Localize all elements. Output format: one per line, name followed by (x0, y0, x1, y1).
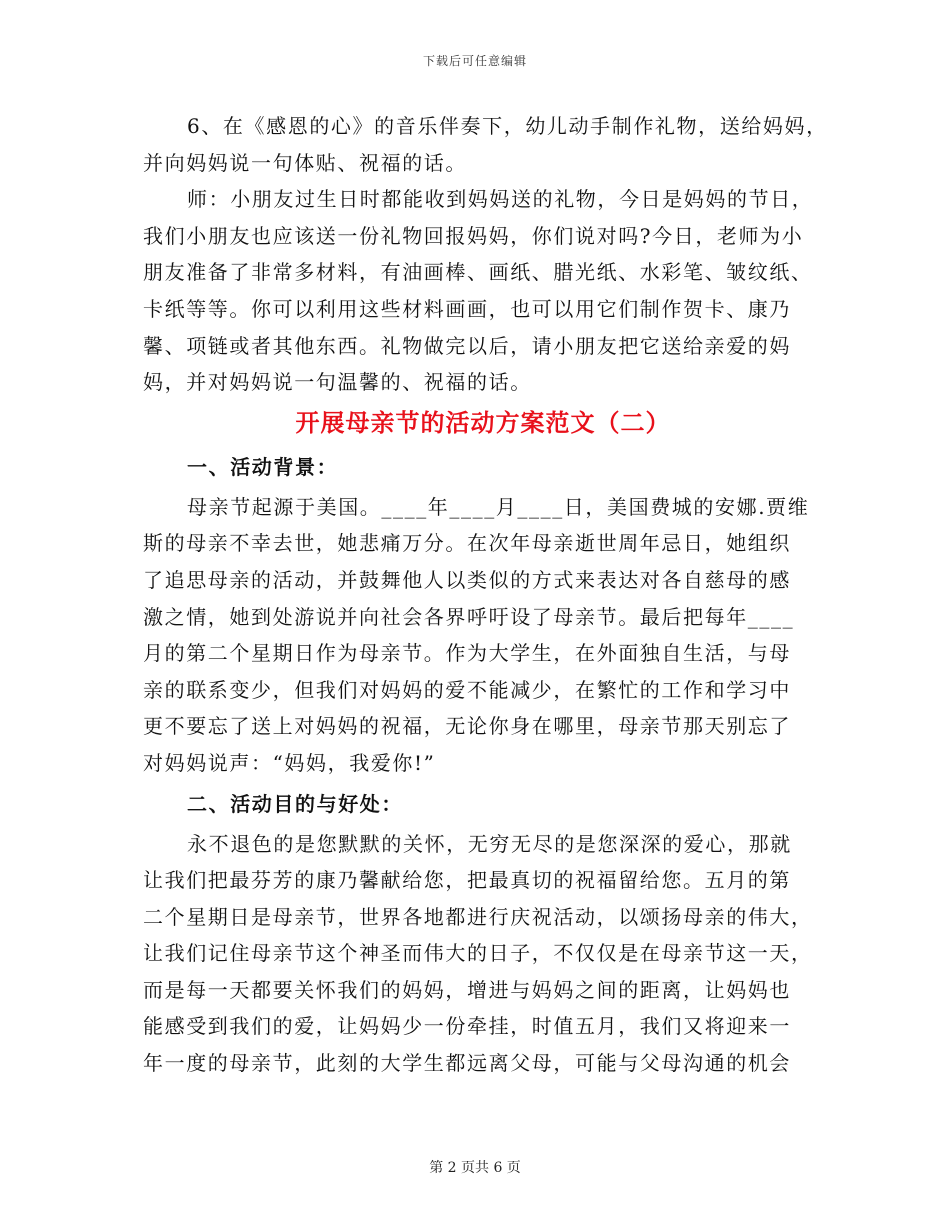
purpose-line-4: 让我们记住母亲节这个神圣而伟大的日子，不仅仅是在母亲节这一天， (143, 941, 813, 966)
purpose-line-7: 年一度的母亲节，此刻的大学生都远离父母，可能与父母沟通的机会 (143, 1051, 791, 1076)
teacher-line-2: 我们小朋友也应该送一份礼物回报妈妈，你们说对吗?今日，老师为小 (143, 223, 804, 248)
document-title: 开展母亲节的活动方案范文（二） (295, 407, 671, 437)
purpose-line-6: 能感受到我们的爱，让妈妈少一份牵挂，时值五月，我们又将迎来一 (143, 1014, 791, 1039)
teacher-line-6: 妈，并对妈妈说一句温馨的、祝福的话。 (143, 370, 532, 395)
teacher-line-4: 卡纸等等。你可以利用这些材料画画，也可以用它们制作贺卡、康乃 (143, 296, 791, 321)
background-line-4: 激之情，她到处游说并向社会各界呼吁设了母亲节。最后把每年____ (143, 604, 795, 629)
background-line-3: 了追思母亲的活动，并鼓舞他人以类似的方式来表达对各自慈母的感 (143, 567, 791, 592)
page-header: 下载后可任意编辑 (422, 54, 527, 68)
purpose-line-2: 让我们把最芬芳的康乃馨献给您，把最真切的祝福留给您。五月的第 (143, 868, 791, 893)
teacher-line-1: 师：小朋友过生日时都能收到妈妈送的礼物，今日是妈妈的节日， (187, 187, 814, 212)
background-line-2: 斯的母亲不幸去世，她悲痛万分。在次年母亲逝世周年忌日，她组织 (143, 531, 791, 556)
purpose-line-3: 二个星期日是母亲节，世界各地都进行庆祝活动，以颂扬母亲的伟大， (143, 904, 813, 929)
teacher-line-3: 朋友准备了非常多材料，有油画棒、画纸、腊光纸、水彩笔、皱纹纸、 (143, 260, 813, 285)
item6-line-2: 并向妈妈说一句体贴、祝福的话。 (143, 150, 467, 175)
item6-line-1: 6、在《感恩的心》的音乐伴奏下，幼儿动手制作礼物，送给妈妈， (187, 114, 828, 138)
background-line-6: 亲的联系变少，但我们对妈妈的爱不能减少，在繁忙的工作和学习中 (143, 677, 791, 702)
document-body (143, 108, 828, 1082)
background-line-7: 更不要忘了送上对妈妈的祝福，无论你身在哪里，母亲节那天别忘了 (143, 714, 791, 739)
teacher-line-5: 馨、项链或者其他东西。礼物做完以后，请小朋友把它送给亲爱的妈 (143, 333, 791, 358)
background-line-5: 月的第二个星期日作为母亲节。作为大学生，在外面独自生活，与母 (143, 641, 791, 666)
purpose-line-5: 而是每一天都要关怀我们的妈妈，增进与妈妈之间的距离，让妈妈也 (143, 977, 791, 1002)
page-footer: 第 2 页共 6 页 (429, 1160, 521, 1176)
background-line-1: 母亲节起源于美国。____年____月____日，美国费城的安娜.贾维 (187, 494, 810, 519)
section-heading-purpose: 二、活动目的与好处： (187, 791, 403, 816)
section-heading-background: 一、活动背景： (187, 454, 339, 479)
background-line-8: 对妈妈说声：“妈妈，我爱你!” (143, 750, 436, 775)
purpose-line-1: 永不退色的是您默默的关怀，无穷无尽的是您深深的爱心，那就 (187, 831, 792, 856)
